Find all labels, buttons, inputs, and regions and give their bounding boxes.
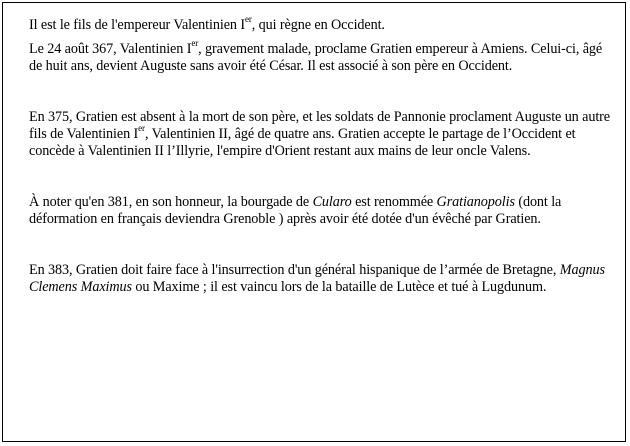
p3-text-a: En 375, Gratien est absent à la mort de son père, et les soldats de Pannonie proclament Auguste un autre fils de Valentinien I — [29, 109, 610, 142]
paragraph-4 — [29, 194, 613, 228]
p3-text-b: , Valentinien II, âgé de quatre ans. Gratien accepte le partage de l’Occident et concède à Valentinien II l’Illyrie, l'empire d'Orient restant aux mains de leur oncle Valens. — [29, 126, 576, 159]
paragraph-3 — [29, 109, 613, 160]
p3-superscript: er — [138, 123, 145, 134]
p5-italic-maximus: Magnus Clemens Maximus — [29, 262, 605, 295]
p2-superscript: er — [191, 38, 199, 49]
p1-text-b: , qui règne en Occident. — [251, 17, 385, 33]
paragraph-1 — [29, 14, 613, 34]
p4-text-b: est renommée — [351, 194, 437, 210]
p4-italic-gratianopolis: Gratianopolis — [436, 194, 515, 210]
p5-text-a: En 383, Gratien doit faire face à l'insurrection d'un général hispanique de l’armée de Bretagne, — [29, 262, 560, 278]
p1-superscript: er — [244, 14, 252, 25]
p4-text-c: (dont la déformation en français deviendra Grenoble ) après avoir été dotée d'un évêché par Gratien. — [29, 194, 562, 227]
text-frame — [2, 2, 626, 442]
paragraph-5 — [29, 262, 613, 296]
p2-text-b: , gravement malade, proclame Gratien empereur à Amiens. Celui-ci, âgé de huit ans, devient Auguste sans avoir été César. Il est associé à son père en Occident. — [29, 41, 603, 74]
p4-text-a: À noter qu'en 381, en son honneur, la bourgade de — [29, 194, 313, 210]
p5-text-b: ou Maxime ; il est vaincu lors de la bataille de Lutèce et tué à Lugdunum. — [131, 279, 547, 295]
p2-text-a: Le 24 août 367, Valentinien I — [29, 41, 192, 57]
p1-text-a: Il est le fils de l'empereur Valentinien I — [29, 17, 245, 33]
paragraph-2 — [29, 38, 613, 75]
document-text — [29, 14, 613, 296]
p4-italic-cularo: Cularo — [312, 194, 352, 210]
